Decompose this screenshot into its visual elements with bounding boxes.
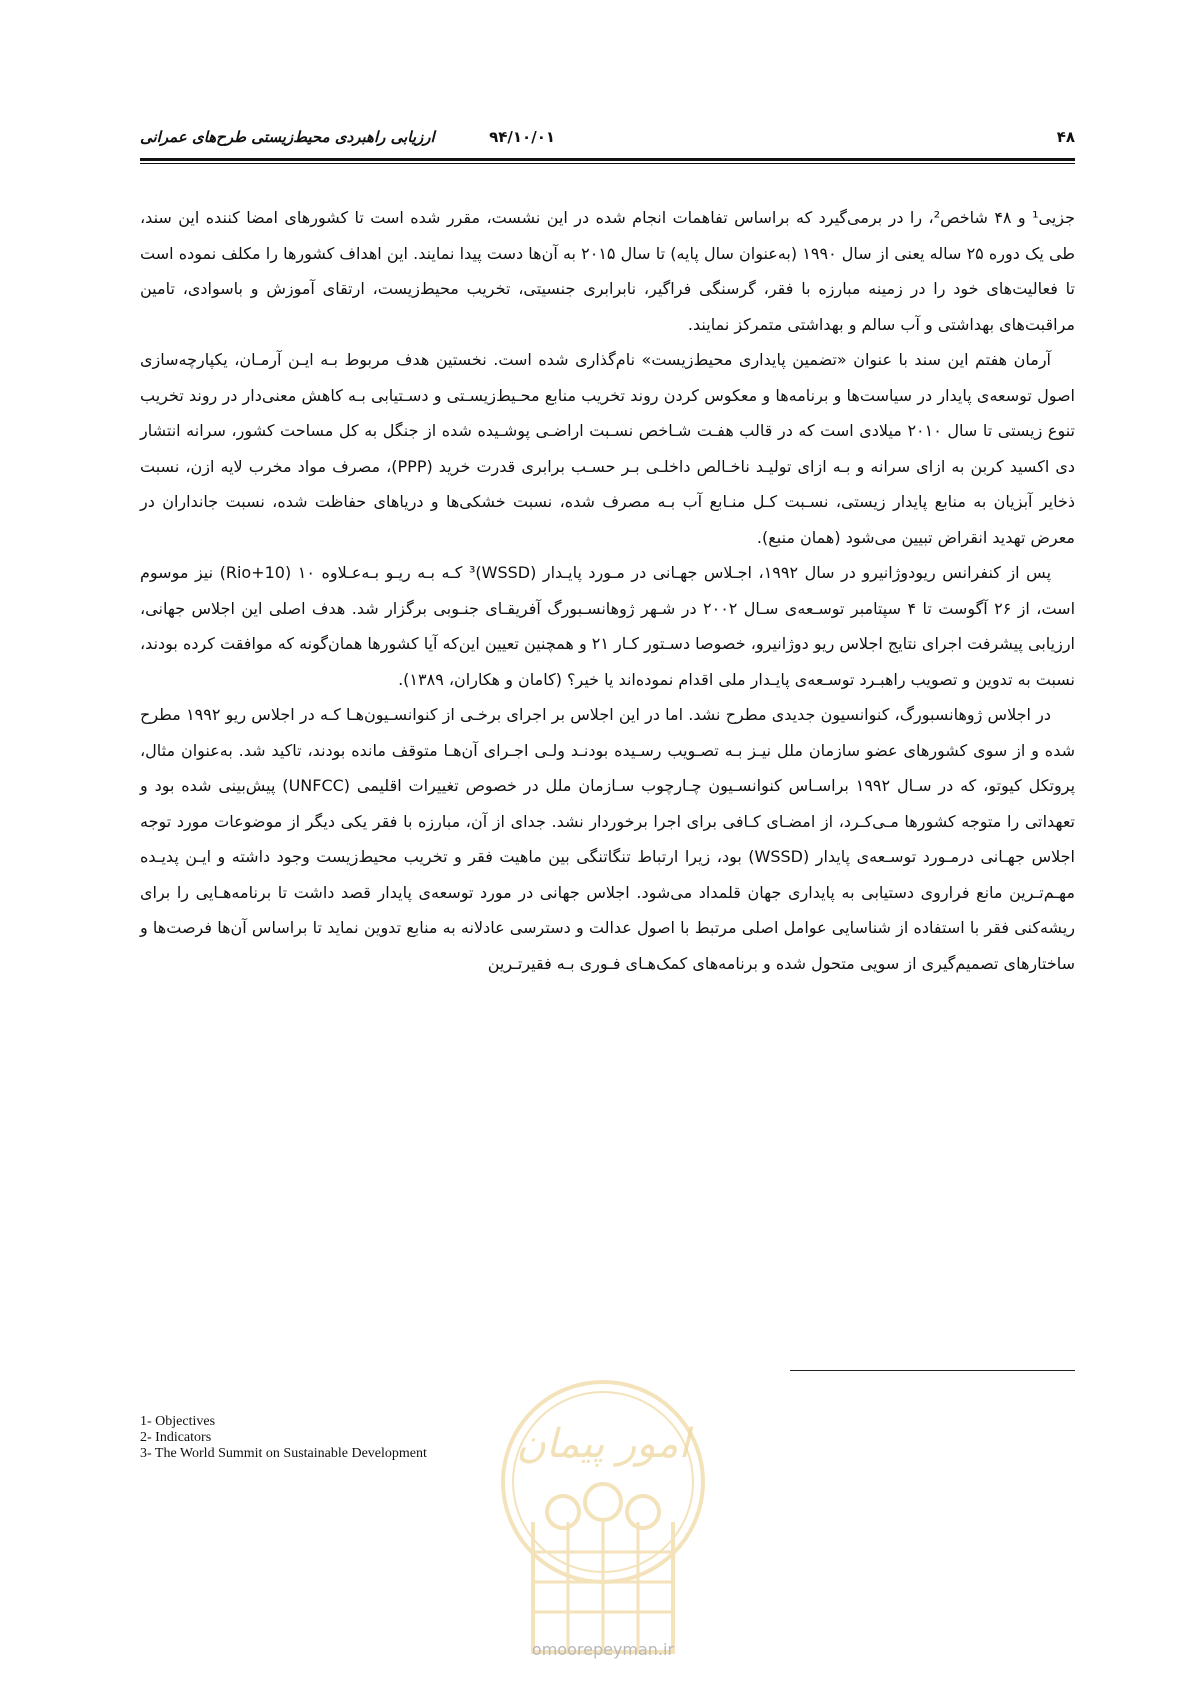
header-rule-thick [140,158,1075,161]
footnote: 3- The World Summit on Sustainable Development [140,1446,427,1461]
paragraph: در اجلاس ژوهانسبورگ، کنوانسیون جدیدی مطرح نشد. اما در این اجلاس بر اجرای برخـی از کنوانسـیون‌هـا کـه در اجلاس ریو ۱۹۹۲ مطرح شده و از سوی کشورهای عضو سازمان ملل نیـز بـه تصـویب رسـیده بودنـد ولـی اجـرای آن‌هـا متوقف مانده بودند، تاکید شد. به‌عنوان مثال، پروتکل کیوتو، که در سـال ۱۹۹۲ براسـاس کنوانسـیون چـارچوب سـازمان ملل در خصوص تغییرات اقلیمی (UNFCC) پیش‌بینی شده بود و تعهداتی را متوجه کشورها مـی‌کـرد، از امضـای کـافی برای اجرا برخوردار نشد. جدای از آن، مبارزه با فقر یکی دیگر از موضوعات مورد توجه اجلاس جهـانی درمـورد توسـعه‌ی پایدار (WSSD) بود، زیرا ارتباط تنگاتنگی بین ماهیت فقر و تخریب محیط‌زیست وجود داشته و ایـن پدیـده مهـم‌تـرین مانع فراروی دستیابی به پایداری جهان قلمداد می‌شود. اجلاس جهانی در مورد توسعه‌ی پایدار قصد داشت تا برنامه‌هـایی را برای ریشه‌کنی فقر با استفاده از شناسایی عوامل اصلی مرتبط با اصول عدالت و دسترسی عادلانه به منابع تدوین نماید تا براساس آن‌ها فرصت‌ها و ساختارهای تصمیم‌گیری از سویی متحول شده و برنامه‌های کمک‌هـای فـوری بـه فقیرتـرین [140,705,1076,973]
watermark-logo-text: امور پیمان [516,1421,690,1467]
paragraph: آرمان هفتم این سند با عنوان «تضمین پایداری محیط‌زیست» نام‌گذاری شده است. نخستین هدف مربوط بـه ایـن آرمـان، یکپارچه‌سازی اصول توسعه‌ی پایدار در سیاست‌ها و برنامه‌ها و معکوس کردن روند تخریب منابع محـیط‌زیسـتی و دسـتیابی بـه کاهش معنی‌دار در روند تخریب تنوع زیستی تا سال ۲۰۱۰ میلادی است که در قالب هفـت شـاخص نسـبت اراضـی پوشـیده شده از جنگل به کل مساحت کشور، سرانه انتشار دی اکسید کربن به ازای سرانه و بـه ازای تولیـد ناخـالص داخلـی بـر حسـب برابری قدرت خرید (PPP)، مصرف مواد مخرب لایه ازن، نسبت ذخایر آبزیان به منابع پایدار زیستی، نسـبت کـل منـابع آب بـه مصرف شده، نسبت خشکی‌ها و دریاهای حفاظت شده، نسبت جانداران در معرض تهدید انقراض تبیین می‌شود (همان منبع). [140,350,1076,547]
header-date: ۹۴/۱۰/۰۱ [489,128,555,146]
footnote: 1- Objectives [140,1414,216,1429]
footnotes [140,1414,427,1462]
body-text [140,200,1075,981]
paragraph: پس از کنفرانس ریودوژانیرو در سال ۱۹۹۲، اجـلاس جهـانی در مـورد پایـدار (WSSD)³ کـه بـه ریـو بـه‌عـلاوه ۱۰ (Rio+10) نیز موسوم است، از ۲۶ آگوست تا ۴ سپتامبر توسـعه‌ی سـال ۲۰۰۲ در شـهر ژوهانسـبورگ آفریقـای جنـوبی برگزار شد. هدف اصلی این اجلاس جهانی، ارزیابی پیشرفت اجرای نتایج اجلاس ریو دوژانیرو، خصوصا دسـتور کـار ۲۱ و همچنین تعیین این‌که آیا کشورها همان‌گونه که موافقت کرده بودند، نسبت به تدوین و تصویب راهبـرد توسـعه‌ی پایـدار ملی اقدام نموده‌اند یا خیر؟ (کامان و هکاران، ۱۳۸۹). [140,563,1076,689]
watermark-logo [488,1372,718,1672]
watermark-site: omoorepeyman.ir [531,1640,675,1659]
running-title: ارزیابی راهبردی محیط‌زیستی طرح‌های عمرانی [140,128,435,146]
running-header [140,124,1075,154]
header-rule-thin [140,163,1075,164]
footnote: 2- Indicators [140,1430,212,1445]
footnote-separator [790,1370,1075,1371]
page-number: ۴۸ [1056,128,1075,146]
paragraph: جزیی¹ و ۴۸ شاخص²، را در برمی‌گیرد که براساس تفاهمات انجام شده در این نشست، مقرر شده است تا کشورهای امضا کننده این سند، طی یک دوره ۲۵ ساله یعنی از سال ۱۹۹۰ (به‌عنوان سال پایه) تا سال ۲۰۱۵ به آن‌ها دست پیدا نمایند. این اهداف کشورها را مکلف نموده است تا فعالیت‌های خود را در زمینه مبارزه با فقر، گرسنگی فراگیر، نابرابری جنسیتی، تخریب محیط‌زیست، ارتقای آموزش و باسوادی، تامین مراقبت‌های بهداشتی و آب سالم و بهداشتی متمرکز نمایند. [140,208,1076,334]
